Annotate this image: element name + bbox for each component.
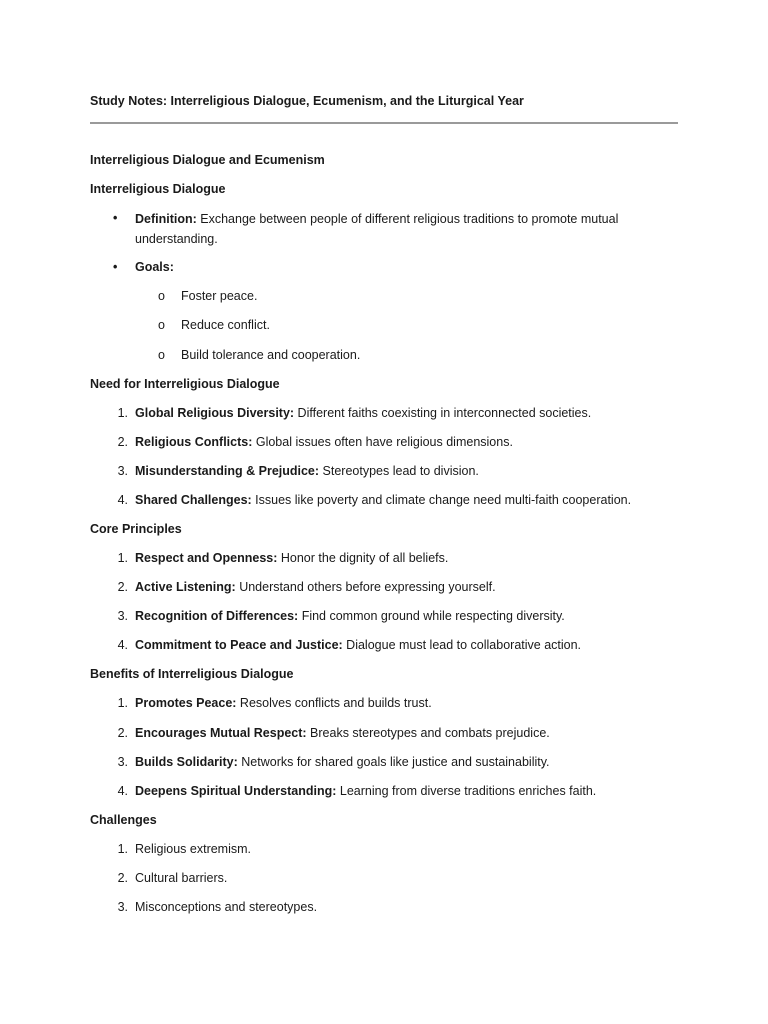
principles-heading: Core Principles: [90, 522, 182, 536]
goals-term: Goals:: [135, 260, 174, 274]
item-text: Global issues often have religious dimensions.: [252, 435, 513, 449]
section-heading: Interreligious Dialogue and Ecumenism: [90, 153, 325, 167]
list-number: 3.: [117, 900, 128, 914]
definition-text: Exchange between people of different religious traditions to promote mutual understanding.: [135, 212, 619, 246]
list-item: [135, 404, 645, 422]
item-term: Religious Conflicts:: [135, 435, 253, 449]
goal-item: Foster peace.: [181, 289, 258, 303]
item-term: Recognition of Differences:: [135, 609, 299, 623]
list-number: 4.: [117, 784, 128, 798]
list-number: 4.: [117, 638, 128, 652]
list-item: [135, 753, 645, 771]
item-text: Stereotypes lead to division.: [319, 464, 479, 478]
list-number: 2.: [117, 580, 128, 594]
item-term: Active Listening:: [135, 580, 236, 594]
list-number: 1.: [117, 842, 128, 856]
sub-bullet-marker: o: [158, 289, 165, 303]
list-item: [135, 491, 645, 509]
bullet-marker: •: [113, 211, 118, 225]
list-number: 2.: [117, 871, 128, 885]
bullet-marker: •: [113, 260, 118, 274]
item-term: Encourages Mutual Respect:: [135, 726, 307, 740]
need-heading: Need for Interreligious Dialogue: [90, 377, 280, 391]
item-text: Breaks stereotypes and combats prejudice.: [306, 726, 550, 740]
list-item: [135, 462, 645, 480]
document-title: Study Notes: Interreligious Dialogue, Ecumenism, and the Liturgical Year: [90, 94, 524, 108]
item-text: Understand others before expressing yourself.: [235, 580, 496, 594]
definition-item: [135, 209, 645, 249]
list-number: 3.: [117, 609, 128, 623]
list-item: [135, 549, 645, 567]
list-number: 1.: [117, 406, 128, 420]
list-item: [135, 724, 645, 742]
list-item: [135, 578, 645, 596]
item-term: Builds Solidarity:: [135, 755, 238, 769]
list-number: 4.: [117, 493, 128, 507]
list-item: [135, 782, 645, 800]
sub-bullet-marker: o: [158, 348, 165, 362]
list-item: Religious extremism.: [135, 842, 252, 856]
item-term: Deepens Spiritual Understanding:: [135, 784, 337, 798]
item-text: Resolves conflicts and builds trust.: [236, 696, 432, 710]
goals-item: [135, 258, 645, 276]
item-term: Misunderstanding & Prejudice:: [135, 464, 320, 478]
item-text: Different faiths coexisting in interconnected societies.: [294, 406, 592, 420]
item-term: Global Religious Diversity:: [135, 406, 295, 420]
list-item: [135, 694, 645, 712]
list-number: 1.: [117, 551, 128, 565]
subsection-heading: Interreligious Dialogue: [90, 182, 226, 196]
benefits-heading: Benefits of Interreligious Dialogue: [90, 667, 294, 681]
list-item: [135, 433, 645, 451]
item-text: Dialogue must lead to collaborative action.: [342, 638, 582, 652]
title-divider: [90, 122, 678, 124]
challenges-heading: Challenges: [90, 813, 157, 827]
item-term: Promotes Peace:: [135, 696, 237, 710]
list-number: 3.: [117, 755, 128, 769]
list-item: Cultural barriers.: [135, 871, 228, 885]
list-item: [135, 607, 645, 625]
item-text: Networks for shared goals like justice and sustainability.: [237, 755, 550, 769]
definition-term: Definition:: [135, 212, 197, 226]
goal-item: Reduce conflict.: [181, 318, 270, 332]
list-item: Misconceptions and stereotypes.: [135, 900, 318, 914]
item-term: Respect and Openness:: [135, 551, 278, 565]
item-term: Shared Challenges:: [135, 493, 252, 507]
item-text: Issues like poverty and climate change need multi-faith cooperation.: [251, 493, 632, 507]
list-number: 2.: [117, 435, 128, 449]
list-number: 3.: [117, 464, 128, 478]
item-text: Honor the dignity of all beliefs.: [277, 551, 449, 565]
item-text: Learning from diverse traditions enriches faith.: [336, 784, 597, 798]
list-item: [135, 636, 645, 654]
list-number: 2.: [117, 726, 128, 740]
goal-item: Build tolerance and cooperation.: [181, 348, 361, 362]
item-term: Commitment to Peace and Justice:: [135, 638, 343, 652]
item-text: Find common ground while respecting diversity.: [298, 609, 565, 623]
sub-bullet-marker: o: [158, 318, 165, 332]
list-number: 1.: [117, 696, 128, 710]
